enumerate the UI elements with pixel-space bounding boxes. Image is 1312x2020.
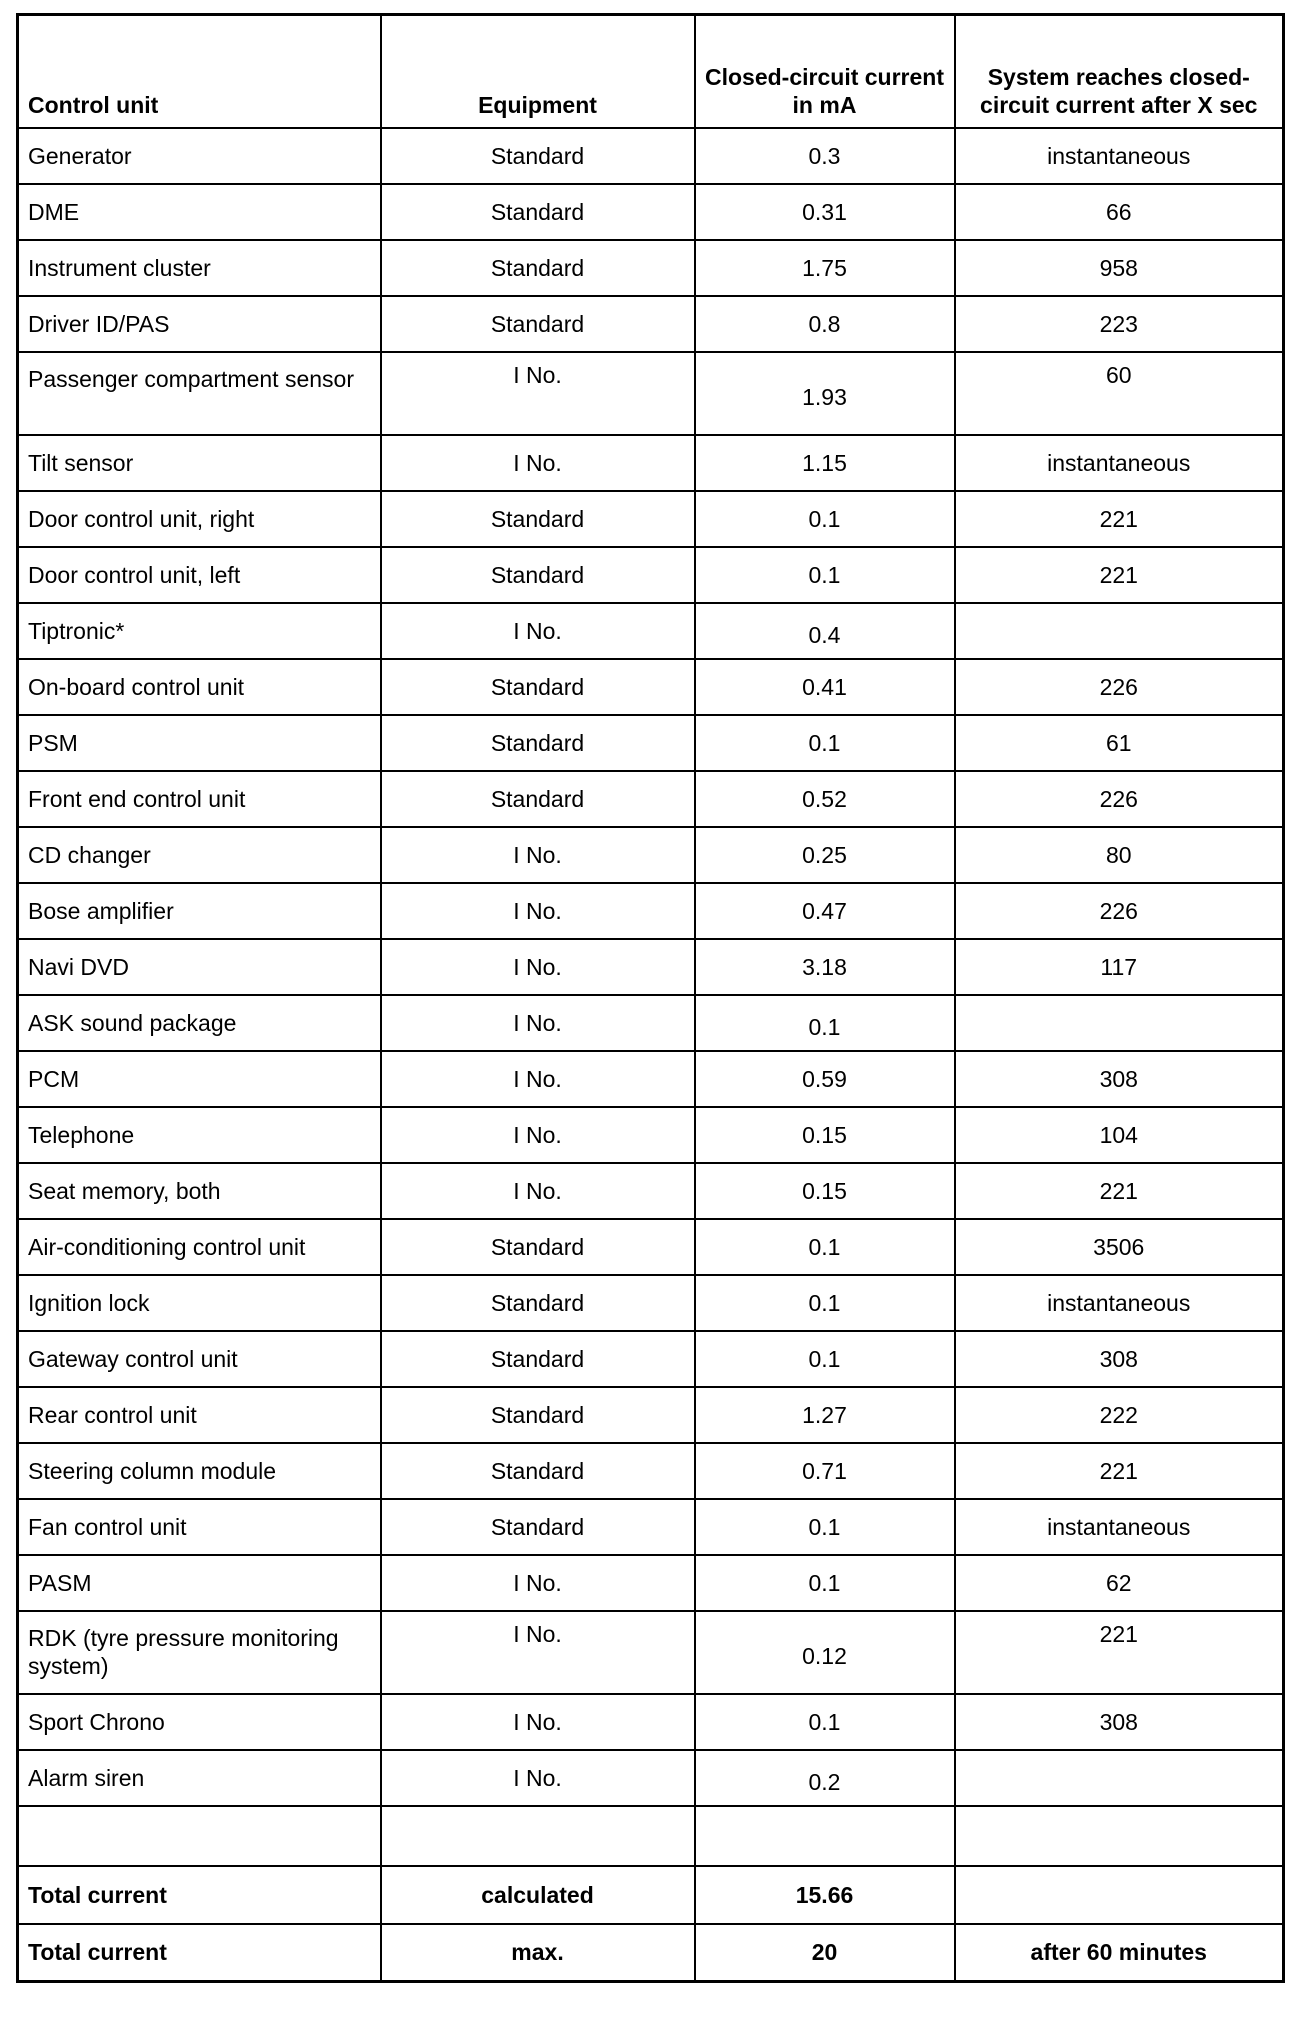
cell-equipment: I No. — [381, 1107, 695, 1163]
table-row — [18, 939, 1284, 995]
cell-control-unit: On-board control unit — [18, 659, 381, 715]
cell-equipment: I No. — [381, 995, 695, 1051]
cell-time: 308 — [955, 1694, 1284, 1750]
cell-time: instantaneous — [955, 128, 1284, 184]
empty-cell — [695, 1806, 955, 1866]
table-row — [18, 1750, 1284, 1806]
cell-current: 0.25 — [695, 827, 955, 883]
cell-time — [955, 603, 1284, 659]
total-current: 20 — [695, 1924, 955, 1982]
cell-control-unit: Bose amplifier — [18, 883, 381, 939]
table-row — [18, 1611, 1284, 1694]
cell-equipment: Standard — [381, 1275, 695, 1331]
cell-current: 0.1 — [695, 1275, 955, 1331]
cell-control-unit: PCM — [18, 1051, 381, 1107]
cell-time: 221 — [955, 1163, 1284, 1219]
cell-current: 0.71 — [695, 1443, 955, 1499]
empty-row — [18, 1806, 1284, 1866]
cell-current: 0.2 — [695, 1750, 955, 1806]
cell-equipment: Standard — [381, 547, 695, 603]
table-row — [18, 827, 1284, 883]
cell-equipment: Standard — [381, 771, 695, 827]
cell-control-unit: PSM — [18, 715, 381, 771]
cell-equipment: Standard — [381, 715, 695, 771]
cell-control-unit: Tilt sensor — [18, 435, 381, 491]
cell-current: 0.47 — [695, 883, 955, 939]
cell-current: 1.93 — [695, 352, 955, 435]
cell-control-unit: Seat memory, both — [18, 1163, 381, 1219]
cell-equipment: I No. — [381, 883, 695, 939]
table-row — [18, 1387, 1284, 1443]
cell-equipment: I No. — [381, 435, 695, 491]
cell-time: 60 — [955, 352, 1284, 435]
cell-control-unit: CD changer — [18, 827, 381, 883]
cell-time: 221 — [955, 491, 1284, 547]
cell-current: 0.1 — [695, 715, 955, 771]
cell-current: 0.1 — [695, 1331, 955, 1387]
cell-current: 0.1 — [695, 995, 955, 1051]
cell-control-unit: Passenger compartment sensor — [18, 352, 381, 435]
header-current: Closed-circuit current in mA — [695, 15, 955, 128]
cell-control-unit: Generator — [18, 128, 381, 184]
cell-current: 0.12 — [695, 1611, 955, 1694]
cell-time: 308 — [955, 1331, 1284, 1387]
table-row — [18, 1051, 1284, 1107]
cell-current: 0.1 — [695, 491, 955, 547]
table-row — [18, 995, 1284, 1051]
header-equipment: Equipment — [381, 15, 695, 128]
cell-time: 80 — [955, 827, 1284, 883]
cell-equipment: I No. — [381, 1611, 695, 1694]
cell-control-unit: DME — [18, 184, 381, 240]
cell-time: 221 — [955, 547, 1284, 603]
total-row-max — [18, 1924, 1284, 1982]
table-row — [18, 435, 1284, 491]
cell-control-unit: Sport Chrono — [18, 1694, 381, 1750]
cell-control-unit: Ignition lock — [18, 1275, 381, 1331]
table-row — [18, 547, 1284, 603]
table-row — [18, 240, 1284, 296]
cell-control-unit: Door control unit, right — [18, 491, 381, 547]
cell-time: 226 — [955, 771, 1284, 827]
table-row — [18, 715, 1284, 771]
cell-current: 0.3 — [695, 128, 955, 184]
cell-control-unit: ASK sound package — [18, 995, 381, 1051]
total-time — [955, 1866, 1284, 1924]
empty-cell — [381, 1806, 695, 1866]
table-row — [18, 1443, 1284, 1499]
cell-time: 104 — [955, 1107, 1284, 1163]
cell-time: 62 — [955, 1555, 1284, 1611]
table-row — [18, 883, 1284, 939]
cell-equipment: I No. — [381, 1694, 695, 1750]
table-row — [18, 1163, 1284, 1219]
cell-control-unit: Telephone — [18, 1107, 381, 1163]
total-current: 15.66 — [695, 1866, 955, 1924]
cell-equipment: I No. — [381, 1555, 695, 1611]
cell-current: 1.15 — [695, 435, 955, 491]
cell-control-unit: Front end control unit — [18, 771, 381, 827]
table-row — [18, 771, 1284, 827]
cell-control-unit: Driver ID/PAS — [18, 296, 381, 352]
cell-current: 0.52 — [695, 771, 955, 827]
table-row — [18, 1499, 1284, 1555]
total-label: Total current — [18, 1924, 381, 1982]
total-equipment: calculated — [381, 1866, 695, 1924]
cell-time: instantaneous — [955, 1499, 1284, 1555]
cell-time: 958 — [955, 240, 1284, 296]
total-time: after 60 minutes — [955, 1924, 1284, 1982]
cell-equipment: I No. — [381, 352, 695, 435]
cell-control-unit: Rear control unit — [18, 1387, 381, 1443]
cell-equipment: Standard — [381, 184, 695, 240]
cell-equipment: I No. — [381, 1051, 695, 1107]
cell-time: 3506 — [955, 1219, 1284, 1275]
cell-control-unit: RDK (tyre pressure monitoring system) — [18, 1611, 381, 1694]
cell-current: 0.1 — [695, 1694, 955, 1750]
cell-equipment: I No. — [381, 603, 695, 659]
cell-equipment: Standard — [381, 240, 695, 296]
cell-equipment: I No. — [381, 1750, 695, 1806]
cell-current: 0.15 — [695, 1107, 955, 1163]
cell-equipment: Standard — [381, 1331, 695, 1387]
cell-equipment: Standard — [381, 659, 695, 715]
cell-equipment: I No. — [381, 939, 695, 995]
cell-time: instantaneous — [955, 1275, 1284, 1331]
cell-current: 0.1 — [695, 1555, 955, 1611]
cell-equipment: Standard — [381, 1219, 695, 1275]
cell-equipment: Standard — [381, 128, 695, 184]
cell-control-unit: Alarm siren — [18, 1750, 381, 1806]
cell-time: 221 — [955, 1611, 1284, 1694]
cell-time: 117 — [955, 939, 1284, 995]
cell-time: 308 — [955, 1051, 1284, 1107]
cell-time — [955, 995, 1284, 1051]
table-row — [18, 1107, 1284, 1163]
table-row — [18, 1219, 1284, 1275]
cell-time: 61 — [955, 715, 1284, 771]
cell-equipment: Standard — [381, 296, 695, 352]
cell-equipment: Standard — [381, 1443, 695, 1499]
table-row — [18, 1694, 1284, 1750]
cell-time: 222 — [955, 1387, 1284, 1443]
cell-current: 1.75 — [695, 240, 955, 296]
cell-equipment: Standard — [381, 1499, 695, 1555]
cell-current: 0.31 — [695, 184, 955, 240]
table-row — [18, 1555, 1284, 1611]
table-row — [18, 128, 1284, 184]
header-control-unit: Control unit — [18, 15, 381, 128]
cell-equipment: I No. — [381, 1163, 695, 1219]
cell-current: 1.27 — [695, 1387, 955, 1443]
cell-current: 3.18 — [695, 939, 955, 995]
table-row — [18, 491, 1284, 547]
cell-current: 0.8 — [695, 296, 955, 352]
cell-current: 0.1 — [695, 1499, 955, 1555]
table-row — [18, 603, 1284, 659]
cell-current: 0.1 — [695, 1219, 955, 1275]
cell-current: 0.41 — [695, 659, 955, 715]
cell-time: 226 — [955, 883, 1284, 939]
cell-current: 0.59 — [695, 1051, 955, 1107]
cell-control-unit: Door control unit, left — [18, 547, 381, 603]
total-equipment: max. — [381, 1924, 695, 1982]
closed-circuit-current-table — [16, 13, 1285, 1983]
table-row — [18, 659, 1284, 715]
total-row-calculated — [18, 1866, 1284, 1924]
cell-time: 226 — [955, 659, 1284, 715]
cell-current: 0.1 — [695, 547, 955, 603]
cell-equipment: Standard — [381, 491, 695, 547]
cell-control-unit: Fan control unit — [18, 1499, 381, 1555]
cell-time — [955, 1750, 1284, 1806]
empty-cell — [18, 1806, 381, 1866]
cell-control-unit: Air-conditioning control unit — [18, 1219, 381, 1275]
table-row — [18, 352, 1284, 435]
cell-time: instantaneous — [955, 435, 1284, 491]
table-row — [18, 296, 1284, 352]
cell-current: 0.4 — [695, 603, 955, 659]
cell-time: 221 — [955, 1443, 1284, 1499]
cell-equipment: Standard — [381, 1387, 695, 1443]
cell-control-unit: Tiptronic* — [18, 603, 381, 659]
cell-current: 0.15 — [695, 1163, 955, 1219]
cell-time: 66 — [955, 184, 1284, 240]
table-row — [18, 1331, 1284, 1387]
empty-cell — [955, 1806, 1284, 1866]
table-row — [18, 184, 1284, 240]
cell-control-unit: PASM — [18, 1555, 381, 1611]
table-header-row — [18, 15, 1284, 128]
cell-control-unit: Gateway control unit — [18, 1331, 381, 1387]
cell-time: 223 — [955, 296, 1284, 352]
table-row — [18, 1275, 1284, 1331]
cell-control-unit: Steering column module — [18, 1443, 381, 1499]
header-time: System reaches closed-circuit current after X sec — [955, 15, 1284, 128]
cell-equipment: I No. — [381, 827, 695, 883]
total-label: Total current — [18, 1866, 381, 1924]
cell-control-unit: Navi DVD — [18, 939, 381, 995]
cell-control-unit: Instrument cluster — [18, 240, 381, 296]
